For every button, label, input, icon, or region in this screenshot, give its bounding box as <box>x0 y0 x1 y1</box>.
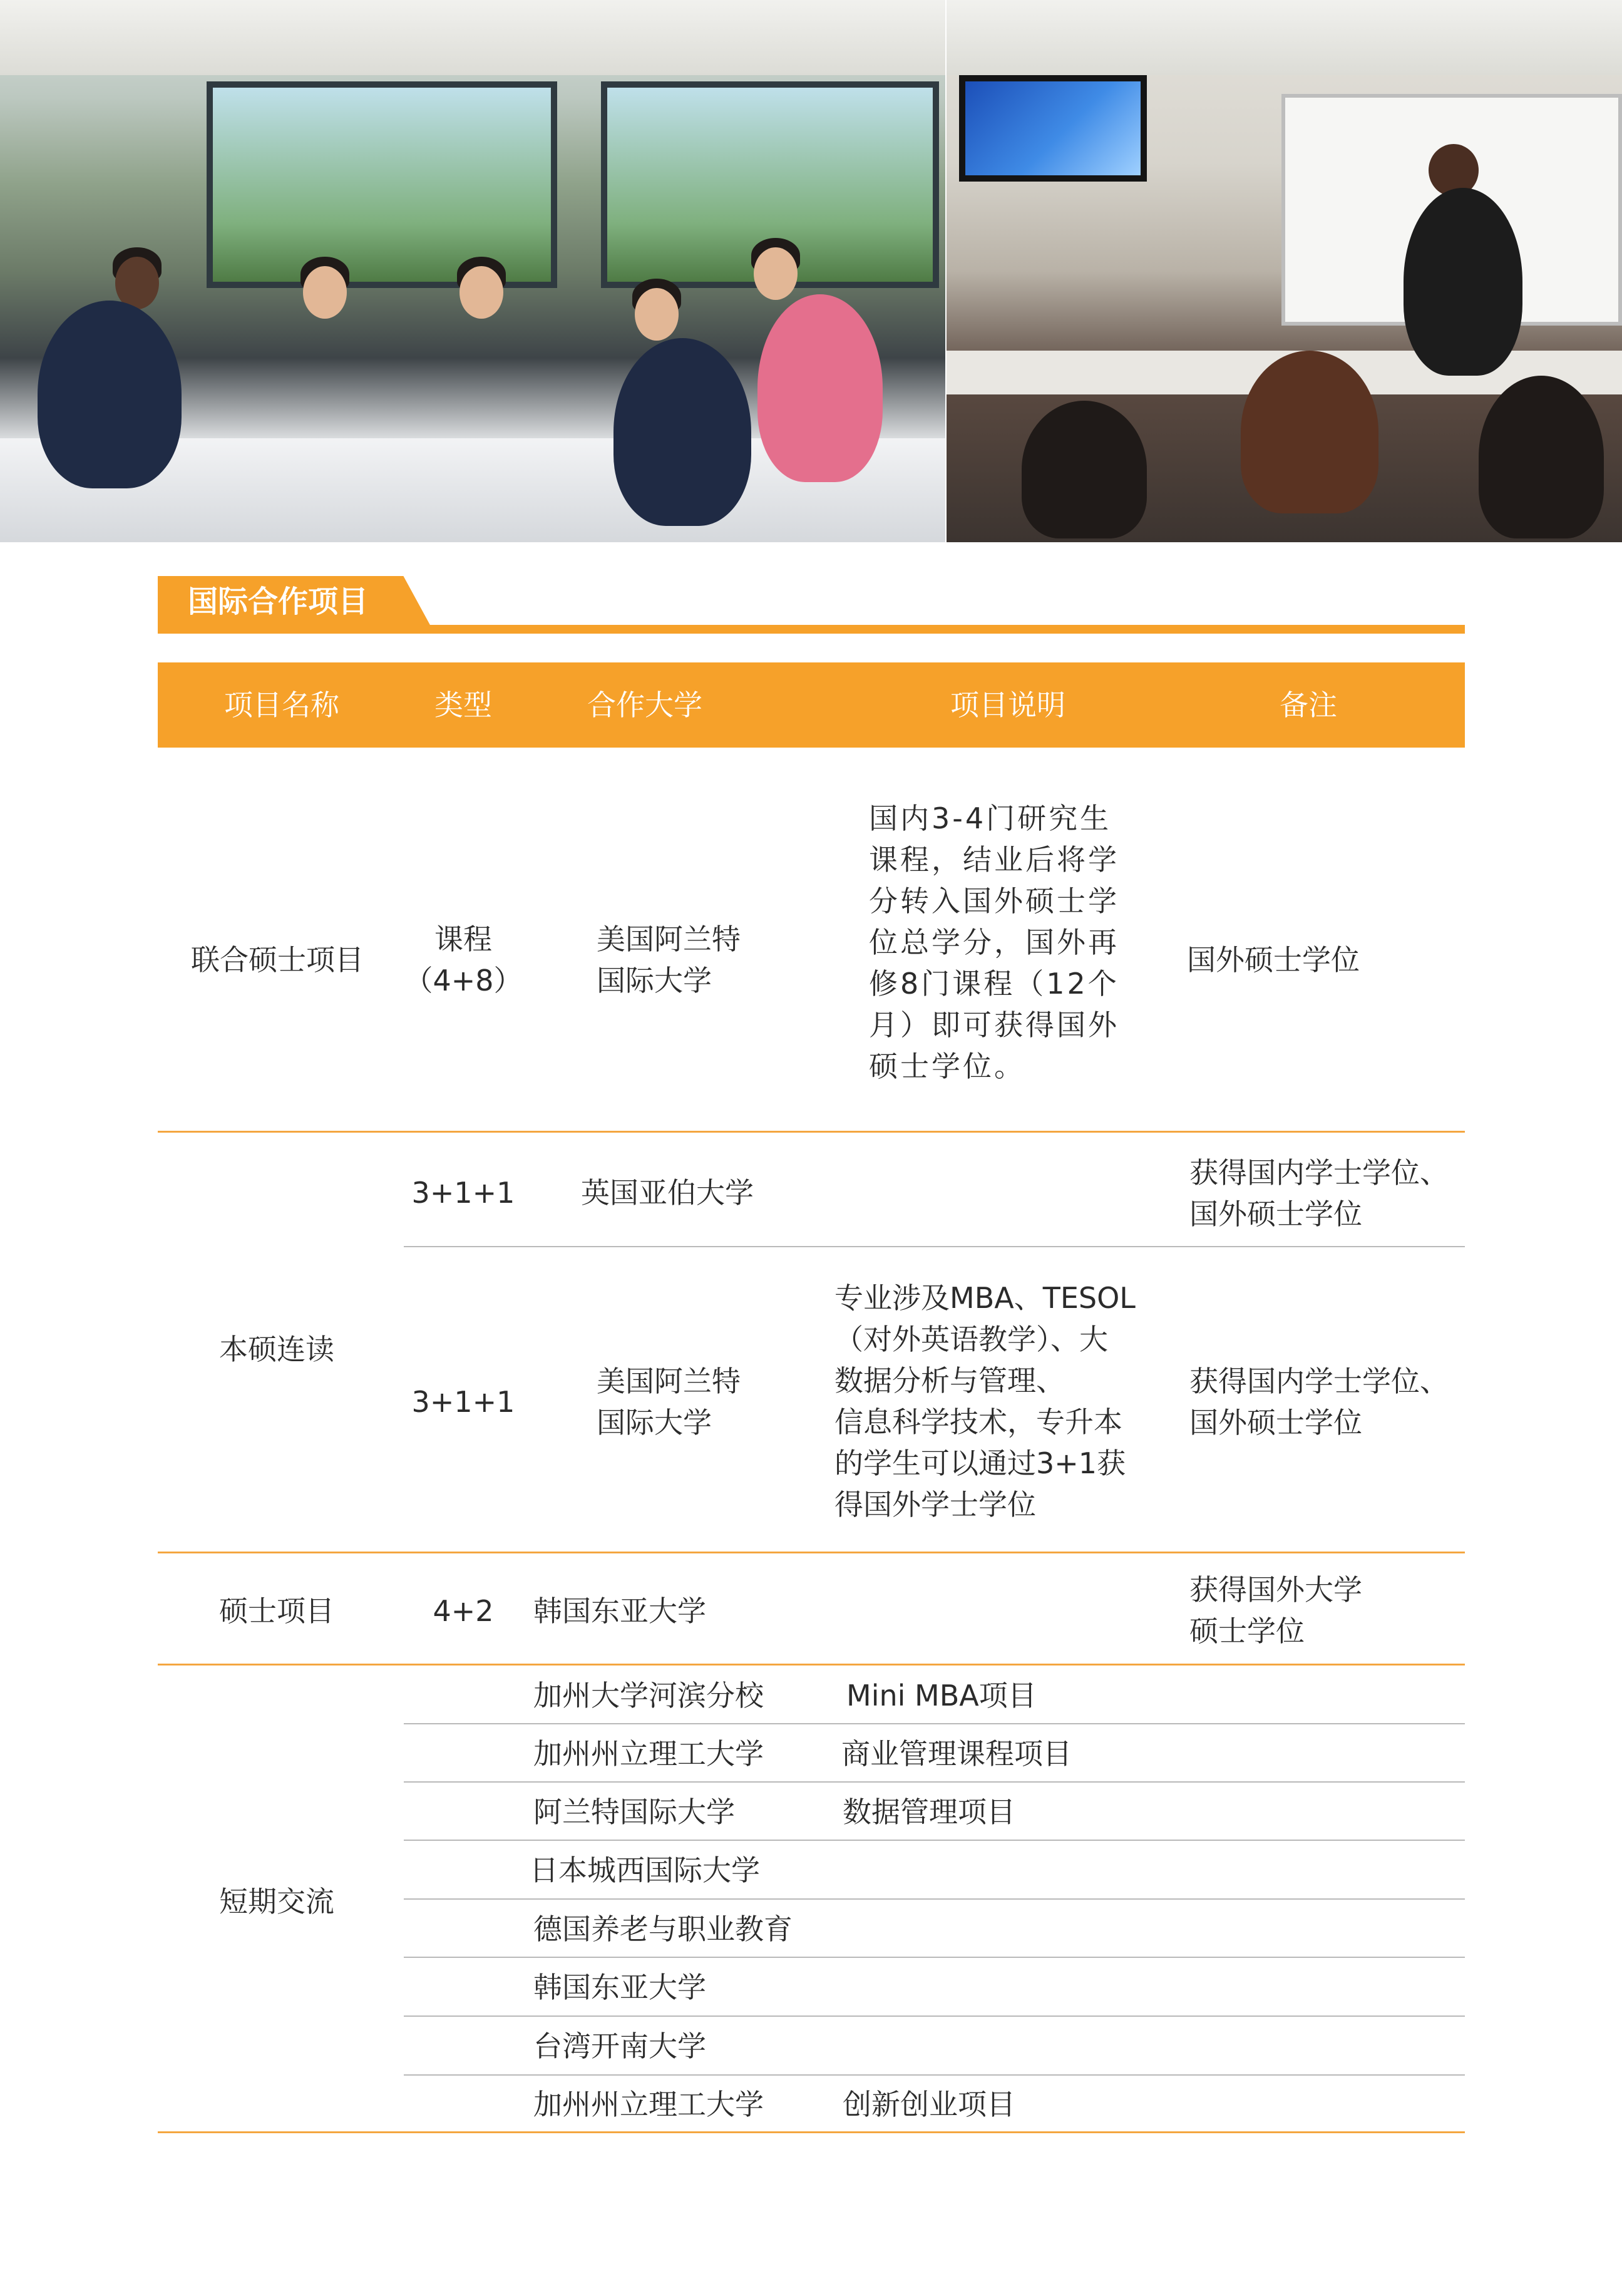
person-hair <box>1022 401 1147 538</box>
exchange-university: 阿兰特国际大学 <box>533 1795 735 1829</box>
exchange-project: 商业管理课程项目 <box>841 1737 1072 1771</box>
exchange-university: 德国养老与职业教育 <box>533 1912 793 1946</box>
header-description: 项目说明 <box>950 688 1065 722</box>
project-name: 短期交流 <box>219 1885 334 1918</box>
project-name: 硕士项目 <box>219 1594 334 1628</box>
project-description: 国内3-4门研究生 课程，结业后将学 分转入国外硕士学 位总学分，国外再 修8门课程（12个 月）即可获得国外 硕士学位。 <box>869 801 1119 1083</box>
project-university: 美国阿兰特 国际大学 <box>597 1364 741 1439</box>
ceiling <box>0 0 945 75</box>
subrow-divider <box>404 1781 1465 1783</box>
project-university: 英国亚伯大学 <box>581 1176 754 1210</box>
person-body <box>1404 188 1522 376</box>
project-university: 美国阿兰特 国际大学 <box>597 922 741 997</box>
project-type: 3+1+1 <box>411 1385 515 1419</box>
header-university: 合作大学 <box>587 688 702 722</box>
section-rule <box>158 625 1465 634</box>
exchange-university: 加州州立理工大学 <box>533 1737 764 1771</box>
person-hair <box>1241 351 1378 513</box>
exchange-university: 韩国东亚大学 <box>533 1970 706 2004</box>
subrow-divider <box>404 1840 1465 1841</box>
person-body <box>613 338 751 526</box>
exchange-university: 台湾开南大学 <box>533 2029 706 2063</box>
section-title: 国际合作项目 <box>188 584 369 619</box>
row-divider <box>158 1664 1465 1665</box>
project-name: 联合硕士项目 <box>191 943 364 977</box>
project-university: 韩国东亚大学 <box>533 1594 706 1628</box>
project-description: 专业涉及MBA、TESOL （对外英语教学）、大 数据分析与管理、 信息科学技术，专升本 的学生可以通过3+1获 得国外学士学位 <box>834 1281 1136 1521</box>
project-type: 3+1+1 <box>411 1176 515 1210</box>
exchange-project: 数据管理项目 <box>843 1795 1015 1829</box>
subrow-divider <box>404 2074 1465 2076</box>
table-bottom-rule <box>158 2131 1465 2133</box>
subrow-divider <box>404 1957 1465 1958</box>
subrow-divider <box>404 2015 1465 2017</box>
exchange-university: 加州州立理工大学 <box>533 2088 764 2121</box>
header-remark: 备注 <box>1280 688 1337 722</box>
person-body <box>757 294 883 482</box>
exchange-project: 创新创业项目 <box>843 2088 1015 2121</box>
subrow-divider <box>404 1246 1465 1247</box>
person-head <box>459 266 503 319</box>
group-photo <box>0 0 945 542</box>
tv-screen <box>959 75 1147 182</box>
person-head <box>303 266 347 319</box>
header-type: 类型 <box>434 688 492 722</box>
project-remark: 获得国内学士学位、 国外硕士学位 <box>1189 1364 1449 1439</box>
project-type: 课程 （4+8） <box>404 922 523 997</box>
person-body <box>38 301 182 488</box>
subrow-divider <box>404 1898 1465 1900</box>
person-head <box>754 247 798 300</box>
project-name: 本硕连读 <box>219 1332 334 1366</box>
exchange-university: 日本城西国际大学 <box>530 1853 760 1887</box>
ceiling <box>947 0 1622 75</box>
exchange-project: Mini MBA项目 <box>846 1679 1037 1712</box>
person-head <box>635 288 679 341</box>
subrow-divider <box>404 1723 1465 1724</box>
project-remark: 国外硕士学位 <box>1187 943 1360 977</box>
project-remark: 获得国外大学 硕士学位 <box>1189 1573 1362 1648</box>
classroom-photo <box>947 0 1622 542</box>
person-hair <box>1479 376 1604 538</box>
row-divider <box>158 1552 1465 1553</box>
project-type: 4+2 <box>433 1594 494 1628</box>
window <box>207 81 557 288</box>
header-project-name: 项目名称 <box>224 688 339 722</box>
project-remark: 获得国内学士学位、 国外硕士学位 <box>1189 1156 1449 1231</box>
exchange-university: 加州大学河滨分校 <box>533 1679 764 1712</box>
row-divider <box>158 1131 1465 1133</box>
